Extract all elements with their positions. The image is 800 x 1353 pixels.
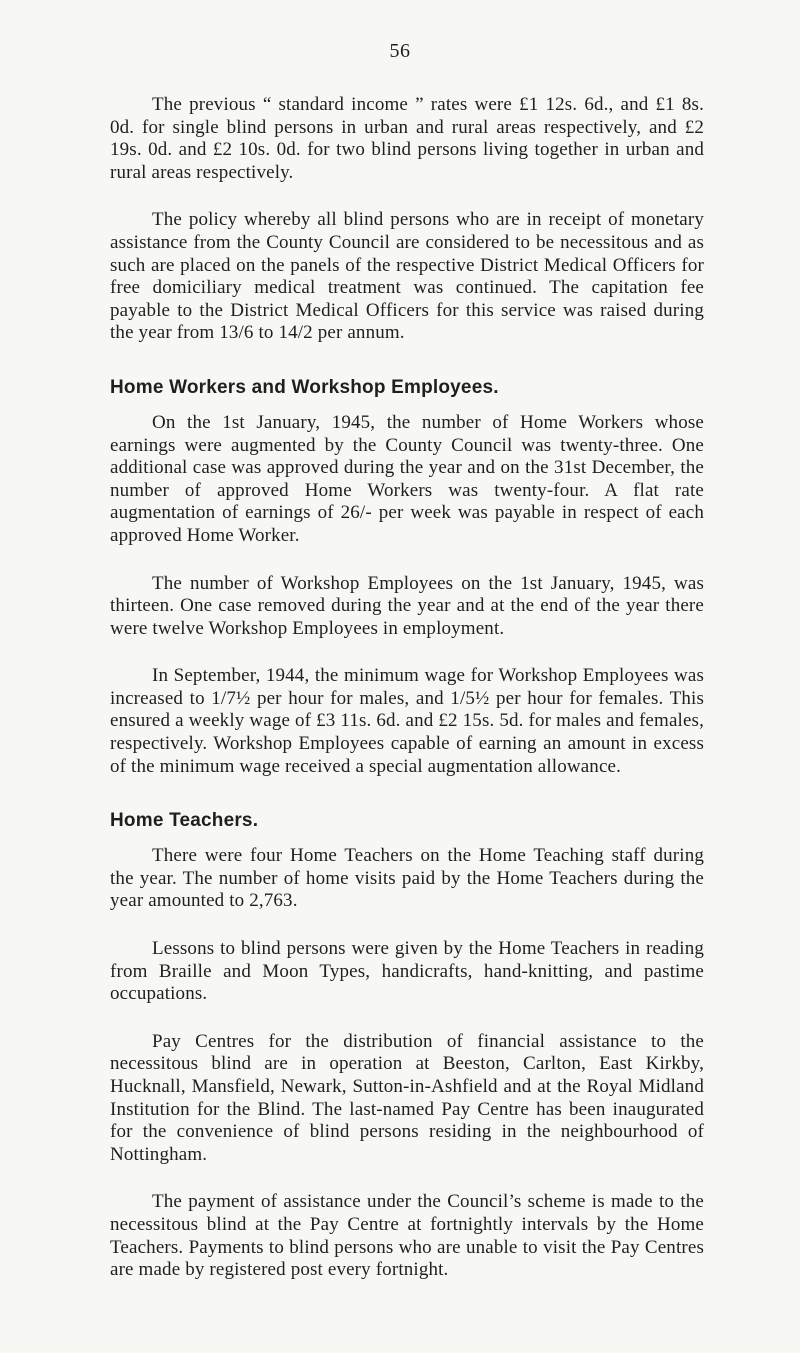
paragraph-home-teachers-visits: There were four Home Teachers on the Home Teaching staff during the year. The number of home visits paid by the Home Teachers during the year amounted to 2,763. [110,845,704,912]
paragraph-workshop-employees-count: The number of Workshop Employees on the 1st January, 1945, was thirteen. One case removed during the year and at the end of the year there were twelve Workshop Employees in employment. [110,572,704,639]
heading-home-teachers: Home Teachers. [110,810,259,832]
paragraph-home-workers-count: On the 1st January, 1945, the number of Home Workers whose earnings were augmented by the County Council was twenty-three. One additional case was approved during the year and on the 31st December, the number of approved Home Workers was twenty-four. A flat rate augmentation of earnings of 26/- per week was payable in respect of each approved Home Worker. [110,411,704,546]
paragraph-standard-income-rates: The previous “ standard income ” rates were £1 12s. 6d., and £1 8s. 0d. for single blind persons in urban and rural areas respectively, and £2 19s. 0d. and £2 10s. 0d. for two blind persons living together in urban and rural areas respectively. [110,94,704,183]
paragraph-pay-centres: Pay Centres for the distribution of financial assistance to the necessitous blind are in operation at Beeston, Carlton, East Kirkby, Hucknall, Mansfield, Newark, Sutton-in-Ashfield and at the Royal Midland Institution for the Blind. The last-named Pay Centre has been inaugurated for the convenience of blind persons residing in the neighbourhood of Nottingham. [110,1030,704,1165]
page-number: 56 [389,40,411,62]
paragraph-payment-of-assistance: The payment of assistance under the Council’s scheme is made to the necessitous blind at the Pay Centre at fortnightly intervals by the Home Teachers. Payments to blind persons who are unable to visit the Pay Centres are made by registered post every fortnight. [110,1191,704,1281]
page-body [110,94,704,1307]
paragraph-lessons: Lessons to blind persons were given by the Home Teachers in reading from Braille and Moon Types, handicrafts, hand-knitting, and pastime occupations. [110,938,704,1005]
paragraph-minimum-wage: In September, 1944, the minimum wage for Workshop Employees was increased to 1/7½ per hour for males, and 1/5½ per hour for females. This ensured a weekly wage of £3 11s. 6d. and £2 15s. 5d. for males and females, respectively. Workshop Employees capable of earning an amount in excess of the minimum wage received a special augmentation allowance. [110,665,704,777]
paragraph-medical-treatment-policy: The policy whereby all blind persons who are in receipt of monetary assistance from the County Council are considered to be necessitous and as such are placed on the panels of the respective District Medical Officers for free domiciliary medical treatment was continued. The capitation fee payable to the District Medical Officers for this service was raised during the year from 13/6 to 14/2 per annum. [110,209,704,344]
heading-home-workers: Home Workers and Workshop Employees. [110,376,499,398]
